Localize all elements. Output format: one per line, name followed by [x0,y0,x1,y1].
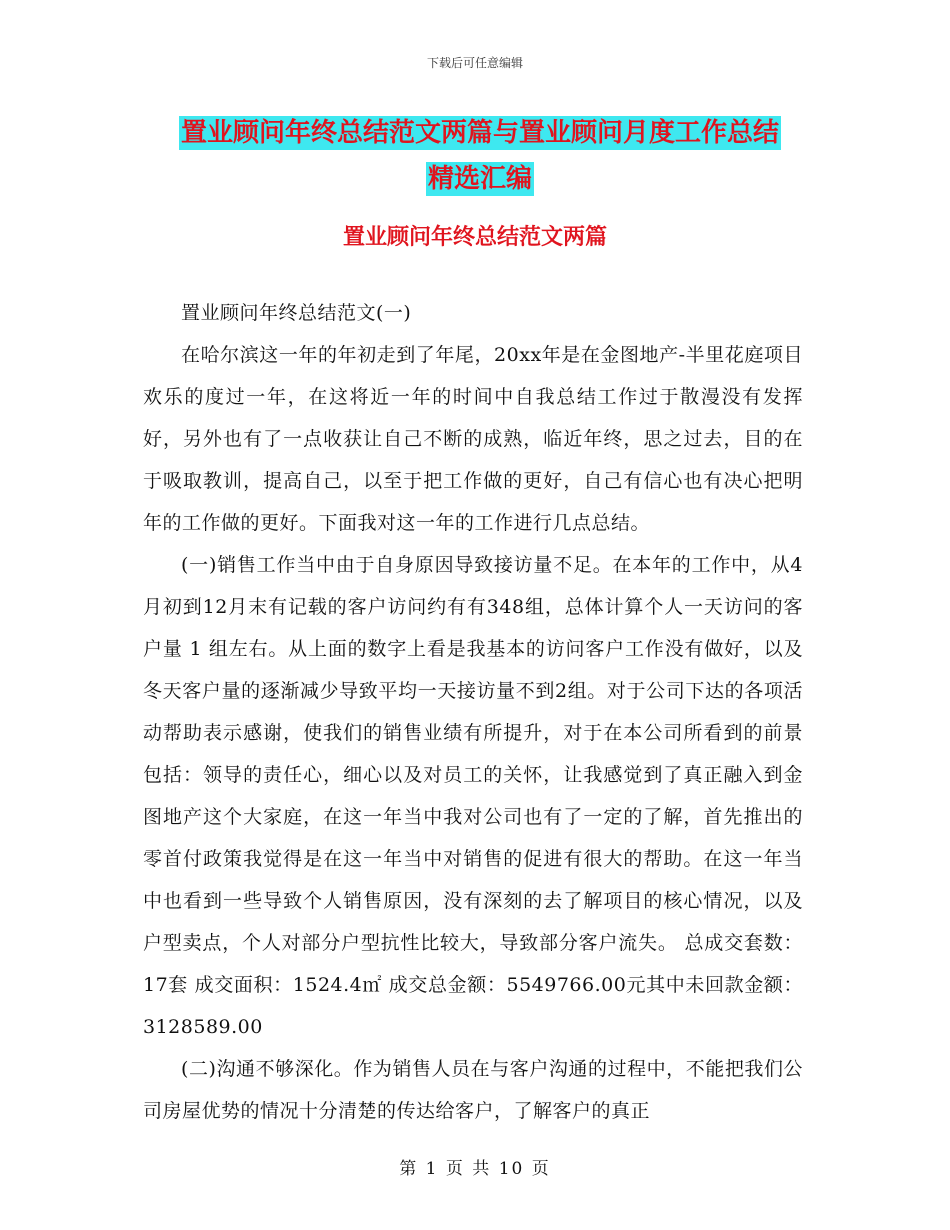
section-heading: 置业顾问年终总结范文两篇 [342,225,607,250]
header-note: 下载后可任意编辑 [426,56,523,70]
body-text [143,292,803,1132]
document-title [140,110,820,202]
paragraph: 置业顾问年终总结范文(一) [181,302,412,324]
paragraph: 在哈尔滨这一年的年初走到了年尾，20xx年是在金图地产-半里花庭项目欢乐的度过一年，在这将近一年的时间中自我总结工作过于散漫没有发挥好，另外也有了一点收获让自己不断的成熟，临近年终，思之过去，目的在于吸取教训，提高自己，以至于把工作做的更好，自己有信心也有决心把明年的工作做的更好。下面我对这一年的工作进行几点总结。 [143,344,803,534]
title-line-1: 置业顾问年终总结范文两篇与置业顾问月度工作总结 [180,118,779,148]
page-footer: 第 1 页 共 10 页 [399,1159,551,1179]
paragraph: (一)销售工作当中由于自身原因导致接访量不足。在本年的工作中，从4月初到12月末有记载的客户访问约有有348组，总体计算个人一天访问的客户量 1 组左右。从上面的数字上看是我基本的访问客户工作没有做好，以及冬天客户量的逐渐减少导致平均一天接访量不到2组。对于公司下达的各项活动帮助表示感谢，使我们的销售业绩有所提升，对于在本公司所看到的前景包括：领导的责任心，细心以及对员工的关怀，让我感觉到了真正融入到金图地产这个大家庭，在这一年当中我对公司也有了一定的了解，首先推出的零首付政策我觉得是在这一年当中对销售的促进有很大的帮助。在这一年当中也看到一些导致个人销售原因，没有深刻的去了解项目的核心情况，以及户型卖点，个人对部分户型抗性比较大，导致部分客户流失。 总成交套数：17套 成交面积：1524.4㎡ 成交总金额：5549766.00元其中未回款金额：3128589.00 [143,554,803,1038]
paragraph: (二)沟通不够深化。作为销售人员在与客户沟通的过程中，不能把我们公司房屋优势的情况十分清楚的传达给客户，了解客户的真正 [143,1058,803,1122]
title-line-2: 精选汇编 [427,164,532,194]
